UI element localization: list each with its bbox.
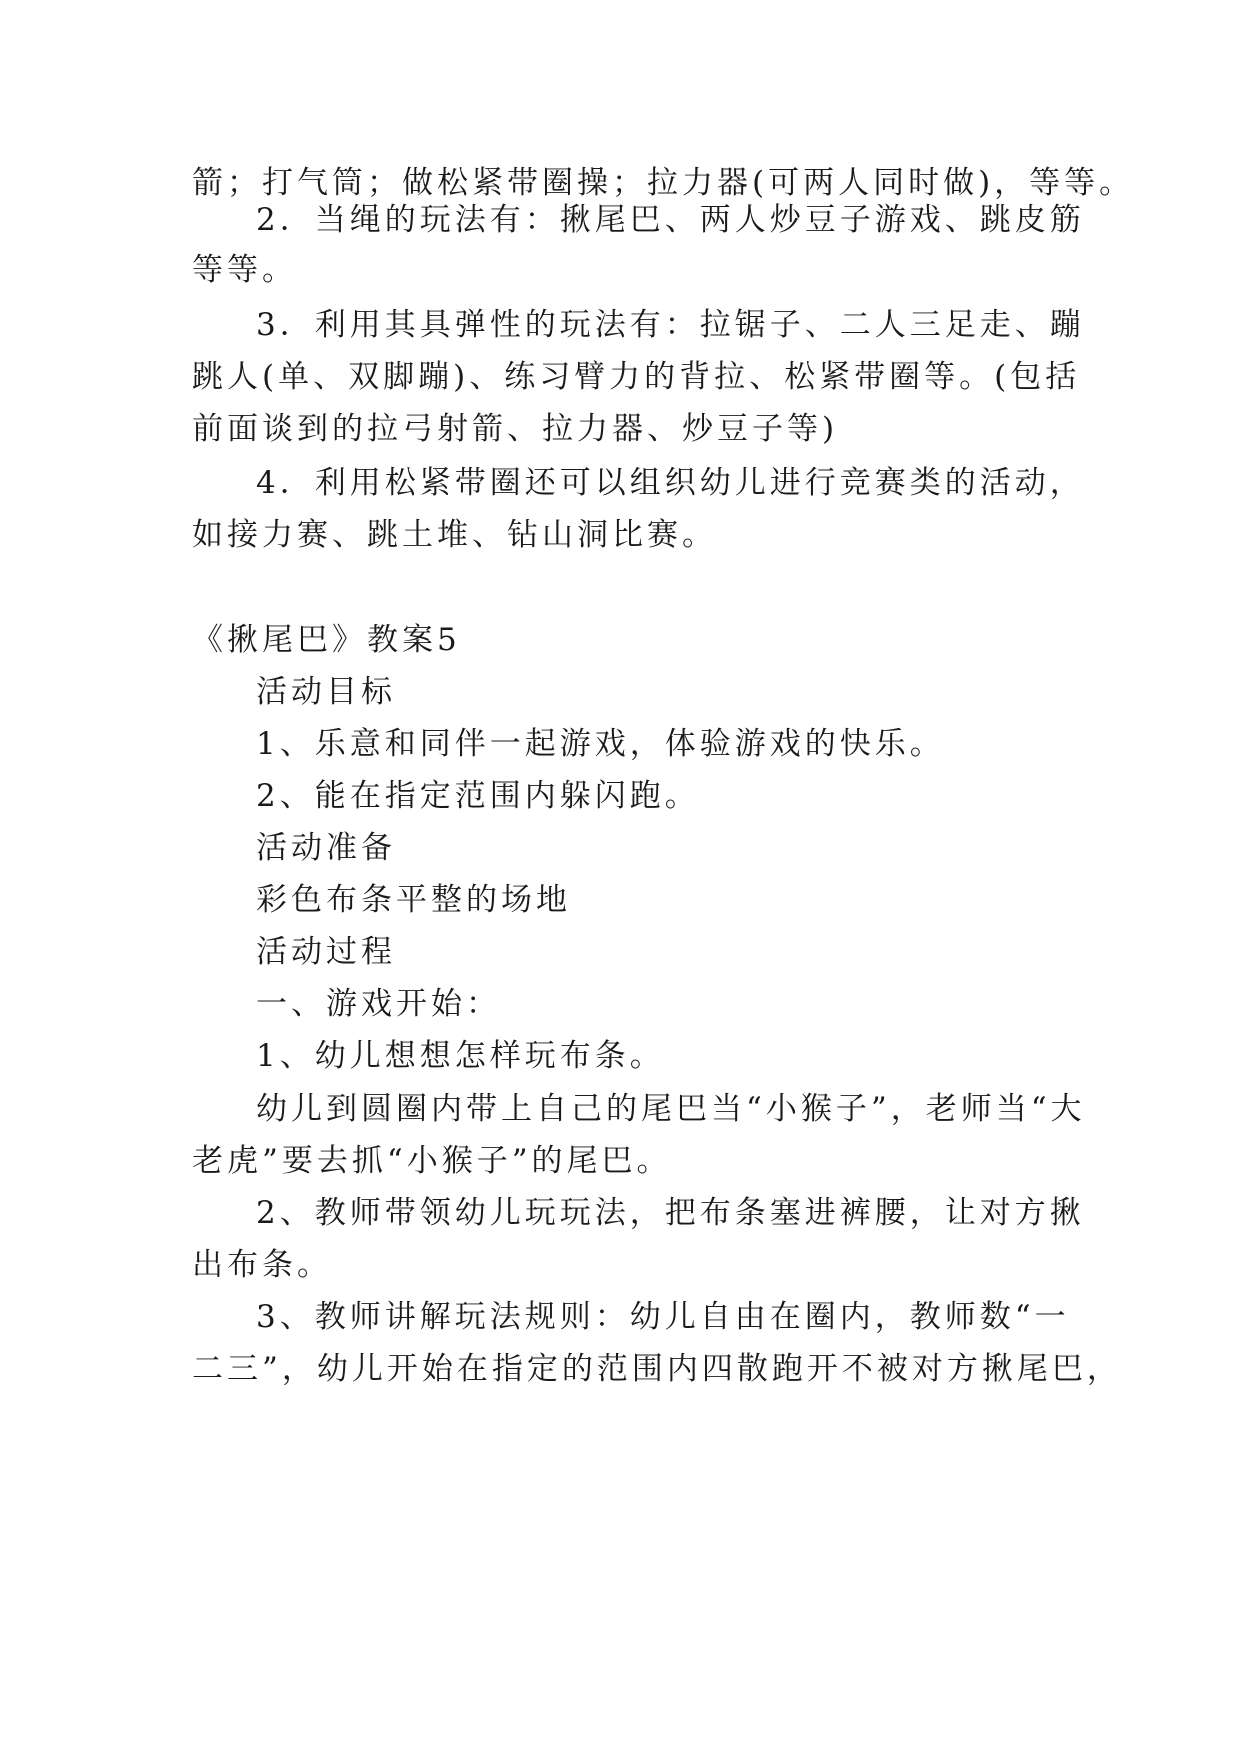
text-line: 二三”，幼儿开始在指定的范围内四散跑开不被对方揪尾巴， [192,1351,1122,1387]
list-item: 一、游戏开始： [256,986,501,1022]
text-line: 4．利用松紧带圈还可以组织幼儿进行竞赛类的活动， [256,465,1085,501]
text-line: 3、教师讲解玩法规则：幼儿自由在圈内，教师数“一 [256,1299,1070,1335]
text-line: 等等。 [192,252,297,288]
heading-preparation: 活动准备 [256,830,396,866]
text-line: 箭；打气筒；做松紧带圈操；拉力器(可两人同时做)，等等。 [192,165,1135,201]
text-line: 3．利用其具弹性的玩法有：拉锯子、二人三足走、蹦 [256,307,1085,343]
text-line: 如接力赛、跳土堆、钻山洞比赛。 [192,517,717,553]
list-item: 1、乐意和同伴一起游戏，体验游戏的快乐。 [256,726,945,762]
text-line: 跳人(单、双脚蹦)、练习臂力的背拉、松紧带圈等。(包括 [192,359,1081,395]
text-line: 2、教师带领幼儿玩玩法，把布条塞进裤腰，让对方揪 [256,1195,1085,1231]
text-line: 老虎”要去抓“小猴子”的尾巴。 [192,1143,672,1179]
text-line: 出布条。 [192,1247,332,1283]
text-line: 前面谈到的拉弓射箭、拉力器、炒豆子等) [192,411,839,447]
text-line: 幼儿到圆圈内带上自己的尾巴当“小猴子”，老师当“大 [256,1091,1086,1127]
heading-objectives: 活动目标 [256,674,396,710]
list-item: 2、能在指定范围内躲闪跑。 [256,778,700,814]
list-item: 1、幼儿想想怎样玩布条。 [256,1038,665,1074]
list-item: 彩色布条平整的场地 [256,882,571,918]
text-line: 2．当绳的玩法有：揪尾巴、两人炒豆子游戏、跳皮筋 [256,202,1085,238]
section-title: 《揪尾巴》教案5 [192,622,461,658]
heading-process: 活动过程 [256,934,396,970]
